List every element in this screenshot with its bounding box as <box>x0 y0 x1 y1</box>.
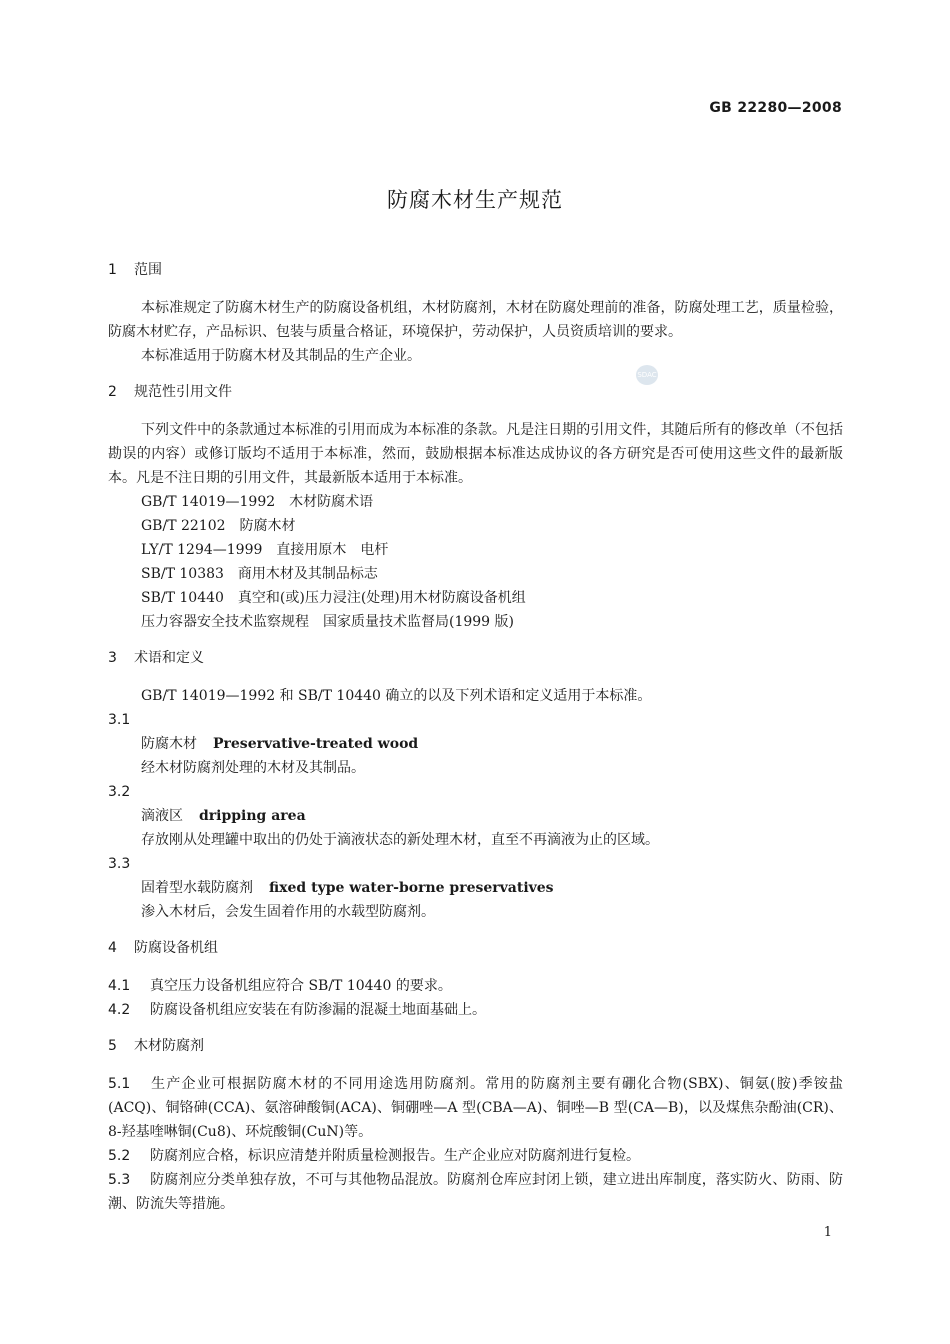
term-chinese: 固着型水载防腐剂 <box>141 880 253 896</box>
section-heading <box>108 1034 843 1059</box>
clause <box>108 974 843 998</box>
paragraph: 下列文件中的条款通过本标准的引用而成为本标准的条款。凡是注日期的引用文件，其随后所有的修改单（不包括勘误的内容）或修订版均不适用于本标准，然而，鼓励根据本标准达成协议的各方研究是否可使用这些文件的最新版本。凡是不注日期的引用文件，其最新版本适用于本标准。 <box>108 422 843 486</box>
section-heading <box>108 380 843 405</box>
reference-name: 直接用原木 电杆 <box>276 542 389 558</box>
clause-text: 防腐设备机组应安装在有防渗漏的混凝土地面基础上。 <box>150 1002 486 1018</box>
reference-code: 压力容器安全技术监察规程 <box>141 614 309 630</box>
reference-name: 商用木材及其制品标志 <box>237 566 378 582</box>
section-number: 3 <box>108 650 117 666</box>
clause <box>108 1144 843 1168</box>
section-heading <box>108 936 843 961</box>
section-title: 规范性引用文件 <box>134 384 232 400</box>
section-number: 1 <box>108 262 117 278</box>
clause-text: 防腐剂应合格，标识应清楚并附质量检测报告。生产企业应对防腐剂进行复检。 <box>150 1148 640 1164</box>
section-title: 术语和定义 <box>134 650 204 666</box>
document-body <box>108 258 843 1216</box>
term-english: fixed type water-borne preservatives <box>269 880 554 896</box>
term-definition: 经木材防腐剂处理的木材及其制品。 <box>141 760 365 776</box>
section-heading <box>108 646 843 671</box>
clause <box>108 1072 843 1144</box>
reference-name: 国家质量技术监督局(1999 版) <box>323 614 515 630</box>
term-number: 3.1 <box>108 712 131 728</box>
clause-text: 防腐剂应分类单独存放，不可与其他物品混放。防腐剂仓库应封闭上锁，建立进出库制度，落实防火、防雨、防潮、防流失等措施。 <box>108 1172 843 1212</box>
term-english: Preservative-treated wood <box>213 736 419 752</box>
reference-item <box>108 610 843 634</box>
section-number: 2 <box>108 384 117 400</box>
clause-number: 4.2 <box>108 1002 131 1018</box>
clause-text: 生产企业可根据防腐木材的不同用途选用防腐剂。常用的防腐剂主要有硼化合物(SBX)、铜氨(胺)季铵盐(ACQ)、铜铬砷(CCA)、氨溶砷酸铜(ACA)、铜硼唑—A 型(CBA—A)、铜唑—B 型(CA—B)，以及煤焦杂酚油(CR)、8-羟基喹啉铜(Cu8)、环烷酸铜(CuN)等。 <box>108 1076 843 1140</box>
reference-code: GB/T 14019—1992 <box>141 494 276 510</box>
term-heading <box>108 804 843 828</box>
section-heading <box>108 258 843 283</box>
section-title: 防腐设备机组 <box>134 940 218 956</box>
term-number: 3.2 <box>108 784 131 800</box>
reference-item <box>108 562 843 586</box>
paragraph: GB/T 14019—1992 和 SB/T 10440 确立的以及下列术语和定义适用于本标准。 <box>141 688 652 704</box>
clause <box>108 998 843 1022</box>
reference-item <box>108 586 843 610</box>
watermark-logo: SDAC <box>636 365 658 385</box>
clause-number: 5.3 <box>108 1172 131 1188</box>
term-definition: 渗入木材后，会发生固着作用的水载型防腐剂。 <box>141 904 435 920</box>
section-title: 木材防腐剂 <box>134 1038 204 1054</box>
standard-code: GB 22280—2008 <box>709 100 842 116</box>
section-number: 5 <box>108 1038 117 1054</box>
page-number: 1 <box>823 1225 832 1240</box>
reference-code: SB/T 10440 <box>141 590 224 606</box>
reference-item <box>108 538 843 562</box>
term-heading <box>108 732 843 756</box>
reference-code: SB/T 10383 <box>141 566 224 582</box>
reference-name: 木材防腐术语 <box>289 494 374 510</box>
reference-code: GB/T 22102 <box>141 518 226 534</box>
term-definition: 存放刚从处理罐中取出的仍处于滴液状态的新处理木材，直至不再滴液为止的区域。 <box>141 832 659 848</box>
section-title: 范围 <box>134 262 162 278</box>
clause-number: 5.1 <box>108 1076 131 1092</box>
paragraph: 本标准适用于防腐木材及其制品的生产企业。 <box>141 348 421 364</box>
clause-number: 5.2 <box>108 1148 131 1164</box>
document-title: 防腐木材生产规范 <box>387 188 563 212</box>
reference-code: LY/T 1294—1999 <box>141 542 263 558</box>
term-english: dripping area <box>199 808 306 824</box>
paragraph: 本标准规定了防腐木材生产的防腐设备机组，木材防腐剂，木材在防腐处理前的准备，防腐处理工艺，质量检验，防腐木材贮存，产品标识、包装与质量合格证，环境保护，劳动保护，人员资质培训的要求。 <box>108 300 843 340</box>
clause-text: 真空压力设备机组应符合 SB/T 10440 的要求。 <box>150 978 452 994</box>
clause-number: 4.1 <box>108 978 131 994</box>
clause <box>108 1168 843 1216</box>
term-chinese: 防腐木材 <box>141 736 197 752</box>
term-number: 3.3 <box>108 856 131 872</box>
section-number: 4 <box>108 940 117 956</box>
reference-name: 防腐木材 <box>239 518 296 534</box>
reference-item <box>108 490 843 514</box>
reference-name: 真空和(或)压力浸注(处理)用木材防腐设备机组 <box>237 590 526 606</box>
reference-item <box>108 514 843 538</box>
term-heading <box>108 876 843 900</box>
term-chinese: 滴液区 <box>141 808 183 824</box>
